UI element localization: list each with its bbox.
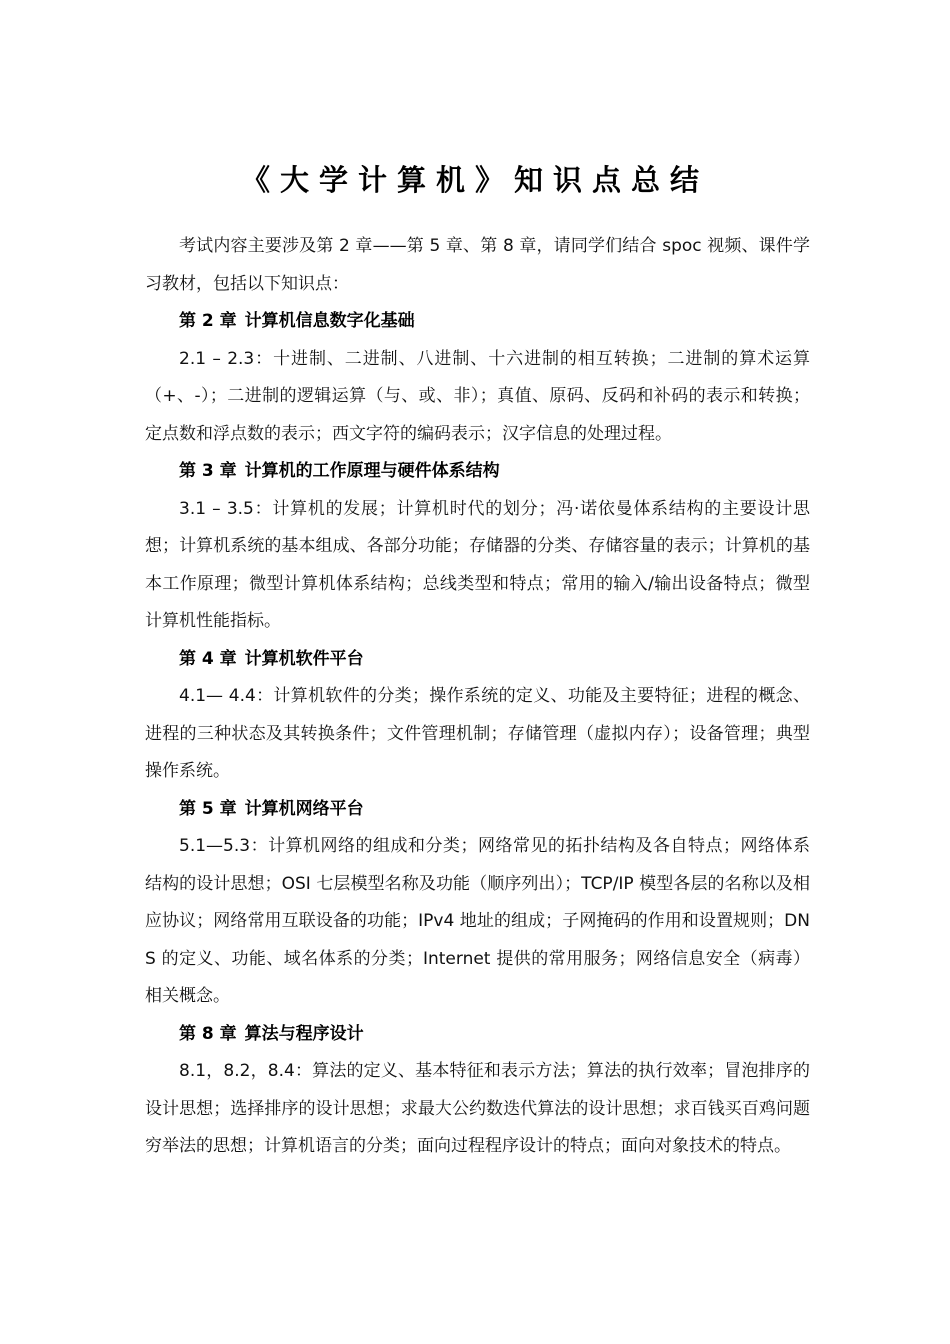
chapter-title: 算法与程序设计 xyxy=(244,1023,364,1044)
document-title: 《大学计算机》知识点总结 xyxy=(240,163,709,197)
chapter-title: 计算机的工作原理与硬件体系结构 xyxy=(244,461,500,481)
chapter-number: 第 2 章 xyxy=(179,311,237,331)
chapter-number: 第 3 章 xyxy=(179,461,237,481)
chapter-3-body: 3.1 – 3.5：计算机的发展；计算机时代的划分；冯·诺依曼体系结构的主要设计思想；计算机系统的基本组成、各部分功能；存储器的分类、存储容量的表示；计算机的基本工作原理；微型计算机体系结构；总线类型和特点；常用的输入/输出设备特点；微型计算机性能指标。 xyxy=(145,498,810,631)
chapter-title: 计算机网络平台 xyxy=(244,798,364,819)
chapter-number: 第 8 章 xyxy=(179,1023,237,1044)
chapter-number: 第 4 章 xyxy=(179,648,237,669)
chapter-5-heading xyxy=(145,791,810,829)
chapter-3-heading xyxy=(145,453,810,491)
chapter-title: 计算机软件平台 xyxy=(244,648,364,669)
chapter-title: 计算机信息数字化基础 xyxy=(244,311,415,331)
chapter-2-heading xyxy=(145,303,810,341)
chapter-2-body: 2.1 – 2.3：十进制、二进制、八进制、十六进制的相互转换；二进制的算术运算（+、-）；二进制的逻辑运算（与、或、非）；真值、原码、反码和补码的表示和转换；定点数和浮点数的表示；西文字符的编码表示；汉字信息的处理过程。 xyxy=(145,348,810,444)
chapter-4-heading xyxy=(145,641,810,679)
document-body xyxy=(145,228,810,1166)
chapter-4-body: 4.1— 4.4：计算机软件的分类；操作系统的定义、功能及主要特征；进程的概念、进程的三种状态及其转换条件；文件管理机制；存储管理（虚拟内存）；设备管理；典型操作系统。 xyxy=(145,686,810,781)
chapter-number: 第 5 章 xyxy=(179,798,237,819)
chapter-5-body: 5.1—5.3：计算机网络的组成和分类；网络常见的拓扑结构及各自特点；网络体系结构的设计思想；OSI 七层模型名称及功能（顺序列出）；TCP/IP 模型各层的名称以及相应协议；网络常用互联设备的功能；IPv4 地址的组成；子网掩码的作用和设置规则；DNS 的定义、功能、域名体系的分类；Internet 提供的常用服务；网络信息安全（病毒）相关概念。 xyxy=(145,836,810,1006)
intro-paragraph: 考试内容主要涉及第 2 章——第 5 章、第 8 章，请同学们结合 spoc 视频、课件学习教材，包括以下知识点： xyxy=(145,236,810,294)
chapter-8-body: 8.1，8.2，8.4：算法的定义、基本特征和表示方法；算法的执行效率；冒泡排序的设计思想；选择排序的设计思想；求最大公约数迭代算法的设计思想；求百钱买百鸡问题穷举法的思想；计算机语言的分类；面向过程程序设计的特点；面向对象技术的特点。 xyxy=(145,1061,810,1156)
chapter-8-heading xyxy=(145,1016,810,1054)
